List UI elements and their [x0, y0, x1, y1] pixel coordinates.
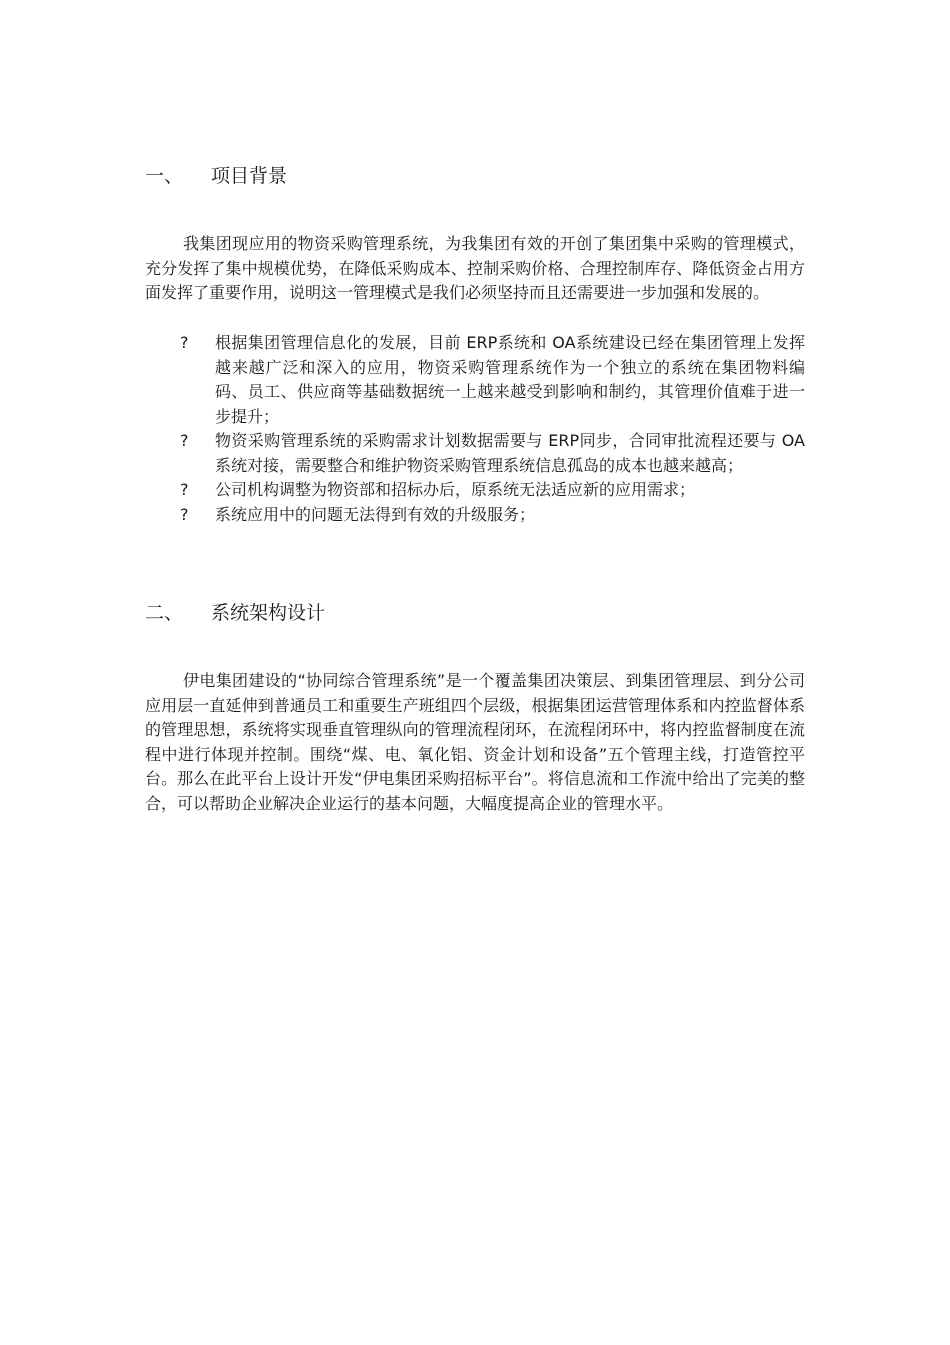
section-2-number: 二、	[145, 602, 184, 624]
bullet-mark: ?	[180, 431, 189, 450]
bullet-text: 根据集团管理信息化的发展，目前 ERP系统和 OA系统建设已经在集团管理上发挥越来越广泛和深入的应用，物资采购管理系统作为一个独立的系统在集团物料编码、员工、供应商等基础数据统一上越来越受到影响和制约，其管理价值难于进一步提升；	[215, 333, 805, 426]
list-item	[180, 429, 805, 478]
bullet-text: 公司机构调整为物资部和招标办后，原系统无法适应新的应用需求；	[215, 480, 696, 499]
section-1-number: 一、	[145, 165, 184, 187]
list-item	[180, 331, 805, 429]
bullet-text: 物资采购管理系统的采购需求计划数据需要与 ERP同步，合同审批流程还要与 OA系统对接，需要整合和维护物资采购管理系统信息孤岛的成本也越来越高；	[215, 431, 805, 475]
bullet-mark: ?	[180, 504, 189, 524]
section-1-paragraph: 我集团现应用的物资采购管理系统，为我集团有效的开创了集团集中采购的管理模式，充分发挥了集中规模优势，在降低采购成本、控制采购价格、合理控制库存、降低资金占用方面发挥了重要作用，说明这一管理模式是我们必须坚持而且还需要进一步加强和发展的。	[145, 234, 805, 302]
section-2-paragraph: 伊电集团建设的“协同综合管理系统”是一个覆盖集团决策层、到集团管理层、到分公司应用层一直延伸到普通员工和重要生产班组四个层级，根据集团运营管理体系和内控监督体系的管理思想，系统将实现垂直管理纵向的管理流程闭环，在流程闭环中，将内控监督制度在流程中进行体现并控制。围绕“煤、电、氧化铝、资金计划和设备”五个管理主线，打造管控平台。那么在此平台上设计开发“伊电集团采购招标平台”。将信息流和工作流中给出了完美的整合，可以帮助企业解决企业运行的基本问题，大幅度提高企业的管理水平。	[145, 671, 805, 813]
list-item	[180, 503, 805, 528]
section-2-heading	[145, 600, 325, 626]
bullet-mark: ?	[180, 333, 189, 352]
section-1-heading	[145, 163, 287, 189]
section-1-title: 项目背景	[211, 165, 288, 187]
bullet-text: 系统应用中的问题无法得到有效的升级服务；	[215, 504, 536, 524]
section-2-title: 系统架构设计	[211, 602, 326, 624]
list-item	[180, 478, 805, 503]
section-1-bullet-list	[180, 331, 805, 527]
bullet-mark: ?	[180, 480, 189, 499]
